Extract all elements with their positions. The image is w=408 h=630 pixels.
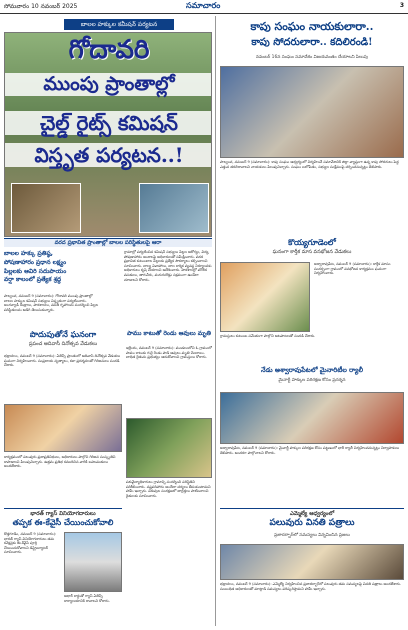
middle-story-headline: పాము కాటుతో రెండు ఆవులు మృతి <box>127 330 211 337</box>
main-headline-line-4: విస్తృత పర్యటన..! <box>5 143 212 167</box>
main-story-tagline: బాలల హక్కుల కమీషన్ పర్యటన <box>64 19 174 30</box>
masthead <box>0 0 408 14</box>
story-3-headline: తప్పక ఈ-కేవైసీ చేయించుకోవాలి <box>12 518 114 527</box>
right-story-4-subheadline: ప్రజాదర్బార్‌లో సమస్యలు విన్నవించిన ప్రజలు <box>274 533 350 538</box>
story-2-heading <box>4 330 122 352</box>
right-story-1-photo <box>220 66 404 158</box>
main-story-body-right: గ్రామాల్లో పర్యటించిన కమిషన్ సభ్యులు పిల్లల ఆరోగ్యం, విద్య, పోషణాహారం అంశాలపై అధికారులతో సమీక్షించారు. వరద ప్రభావిత కుటుంబాల పిల్లలకు ప్రత్యేక సౌకర్యాలు కల్పించాలని సూచించారు. బాల్య వివాహాలు, బాల కార్మిక వ్యవస్థ నిర్మూలనకు అధికారులు కృషి చేయాలని ఆదేశించారు. పాఠశాలల్లో మౌలిక వసతులు, తాగునీరు, మరుగుదొడ్లు సక్రమంగా ఉండేలా చూడాలని కోరారు. <box>124 250 212 282</box>
story-3-photo <box>64 532 122 592</box>
story-2-body: భద్రాచలం, నవంబర్ 9 (సమాచారం): ఏజెన్సీ ప్రాంతంలో ఆదివాసీ దినోత్సవ వేడుకలు ఘనంగా నిర్వహించారు. సంప్రదాయ నృత్యాలు, కళా ప్రదర్శనలతో గిరిజనులు సందడి చేశారు. <box>4 354 121 368</box>
story-3-kicker: భారత్ గ్యాస్ వినియోగదారులు <box>30 511 96 517</box>
right-story-3-headline: నేడు అశ్వారావుపేటలో మైనారిటీల ర్యాలీ <box>261 366 363 374</box>
right-story-2-headline-1: కొయ్యగూడెంలో <box>288 238 336 247</box>
highlight-item: వర్షా కాలంలో ప్రత్యేక శ్రద్ధ <box>4 276 62 284</box>
newspaper-name: సమాచారం <box>186 1 221 10</box>
main-story-body-left: పాల్వంచ, నవంబర్ 9 (సమాచారం): గోదావరి ముంపు ప్రాంతాల్లో బాలల హక్కుల కమిషన్ సభ్యులు విస్తృతంగా పర్యటించారు. అంగన్వాడీ కేంద్రాలు, పాఠశాలలు, వసతి గృహాలను సందర్శించి పిల్లల పరిస్థితులను అడిగి తెలుసుకున్నారు. <box>4 294 99 312</box>
story-2-photo <box>4 404 122 452</box>
inset-photo-right <box>139 183 209 233</box>
right-story-3-photo <box>220 392 404 444</box>
highlight-item: పిల్లలకు ఆవిరి సదుపాయం <box>4 267 67 275</box>
right-story-4-heading <box>220 508 404 532</box>
story-2-headline: పొదుపుతోనే ఘనంగా <box>29 330 97 339</box>
middle-story-body-continued: పశువైద్యాధికారులు గ్రామాన్ని సందర్శించి పరిస్థితిని పరిశీలించారు. నష్టపరిహారం అందేలా చర్యలు తీసుకుంటామని హామీ ఇచ్చారు. పశువుల సంరక్షణలో జాగ్రత్తలు పాటించాలని రైతులకు సూచించారు. <box>126 480 211 498</box>
main-story-hero-photo <box>4 32 212 237</box>
right-story-4-kicker: ఎమ్మెల్యే ఆధ్వర్యంలో <box>289 511 335 517</box>
inset-photo-left <box>11 183 81 233</box>
right-story-4-headline: పలువురు వినతి పత్రాలు <box>269 518 355 528</box>
story-3-body-continued: ఆధార్ కార్డుతో గ్యాస్ ఏజెన్సీ కార్యాలయానికి రావాలని కోరారు. <box>64 594 110 603</box>
highlight-item: బాలల హక్కు ప్రతిష్ఠ, <box>4 250 53 257</box>
story-2-subheadline: ప్రపంచ ఆదివాసీ దినోత్సవ వేడుకలు <box>28 341 98 347</box>
right-story-2-photo <box>220 262 310 332</box>
right-story-4-body: భద్రాచలం, నవంబర్ 9 (సమాచారం): ఎమ్మెల్యే నిర్వహించిన ప్రజాదర్బార్‌లో పలువురు తమ సమస్యలపై వినతి పత్రాలు అందజేశారు. సంబంధిత అధికారులతో మాట్లాడి సమస్యలు పరిష్కరిస్తామని హామీ ఇచ్చారు. <box>220 582 402 591</box>
column-divider <box>215 16 216 626</box>
right-story-2-headline-2: ఘనంగా కార్తీక మాస వనభోజన వేడుకలు <box>272 249 352 255</box>
right-story-2-body-continued: గ్రామస్తులు కుటుంబ సమేతంగా పాల్గొని ఆటపాటలతో సందడి చేశారు. <box>220 334 316 338</box>
right-story-3-body: అశ్వారావుపేట, నవంబర్ 9 (సమాచారం): మైనార్టీ హక్కుల పరిరక్షణ కోసం పట్టణంలో భారీ ర్యాలీ నిర్వహించనున్నట్లు నిర్వాహకులు తెలిపారు. అందరూ పాల్గొనాలని కోరారు. <box>220 446 400 455</box>
story-2-body-continued: కార్యక్రమంలో పలువురు ప్రజాప్రతినిధులు, అధికారులు పాల్గొని గిరిజన సంస్కృతిని కాపాడాలని పిలుపునిచ్చారు. ఉత్తమ ప్రతిభ కనబరిచిన వారికి బహుమతులు అందజేశారు. <box>4 455 116 469</box>
right-story-1-headline-1: కాపు సంఘం నాయకులారా.. <box>250 20 374 33</box>
main-headline-line-3: చైల్డ్ రైట్స్ కమిషన్ <box>5 111 212 135</box>
middle-story-photo <box>126 418 212 478</box>
right-story-4-photo <box>220 544 404 580</box>
main-story-subhead: వరద ప్రభావిత ప్రాంతాల్లో బాలల పరిస్థితులపై ఆరా <box>4 238 212 247</box>
story-3-body: కొత్తగూడెం, నవంబర్ 9 (సమాచారం): భారత్ గ్యాస్ వినియోగదారులు తమ కనెక్షన్లకు ఈ-కేవైసీ పూర్తి చేయించుకోవాలని డిస్ట్రిబ్యూటర్ సూచించారు. <box>4 532 57 555</box>
issue-date: సోమవారం 10 నవంబర్ 2025 <box>4 3 78 10</box>
main-story-highlights <box>4 250 120 292</box>
highlight-item: పోషణాహారం ప్రధాన లక్ష్యం <box>4 258 67 266</box>
main-headline-line-1: గోదావరి <box>68 35 150 65</box>
main-headline-line-2: ముంపు ప్రాంతాల్లో <box>5 73 212 96</box>
right-story-2-body: అశ్వారావుపేట, నవంబర్ 9 (సమాచారం): కార్తీక మాసం సందర్భంగా గ్రామంలో వనభోజన కార్యక్రమం ఘనంగా నిర్వహించారు. <box>314 262 391 276</box>
page-number: 3 <box>399 2 404 9</box>
story-3-heading <box>4 508 122 530</box>
right-story-2-heading <box>220 238 404 260</box>
right-story-1-body: పాల్వంచ, నవంబర్ 9 (సమాచారం): కాపు సంఘం ఆధ్వర్యంలో నిర్వహించే సమావేశానికి జిల్లా వ్యాప్తంగా ఉన్న కాపు సోదరులు పెద్ద ఎత్తున తరలిరావాలని నాయకులు పిలుపునిచ్చారు. సంఘం బలోపేతం, సభ్యుల సంక్షేమంపై చర్చించనున్నట్లు తెలిపారు. <box>220 160 399 169</box>
right-story-1-headline-2: కాపు సోదరులారా.. కదిలిరండి! <box>251 37 373 48</box>
right-story-1-subheadline: నవంబర్ 16న సంఘం సమావేశం విజయవంతం చేయాలని పిలుపు <box>255 55 369 60</box>
right-story-1-heading <box>220 20 404 54</box>
middle-story-body: ఇల్లెందు, నవంబర్ 9 (సమాచారం): మండలంలోని ఓ గ్రామంలో పాము కాటుకు గురై రెండు పాడి ఆవులు మృతి చెందాయి. బాధిత రైతును ప్రభుత్వం ఆదుకోవాలని గ్రామస్తులు కోరారు. <box>126 346 212 360</box>
right-story-3-subheadline: మైనార్టీ హక్కుల పరిరక్షణ కోసం ప్రదర్శన <box>278 378 346 383</box>
